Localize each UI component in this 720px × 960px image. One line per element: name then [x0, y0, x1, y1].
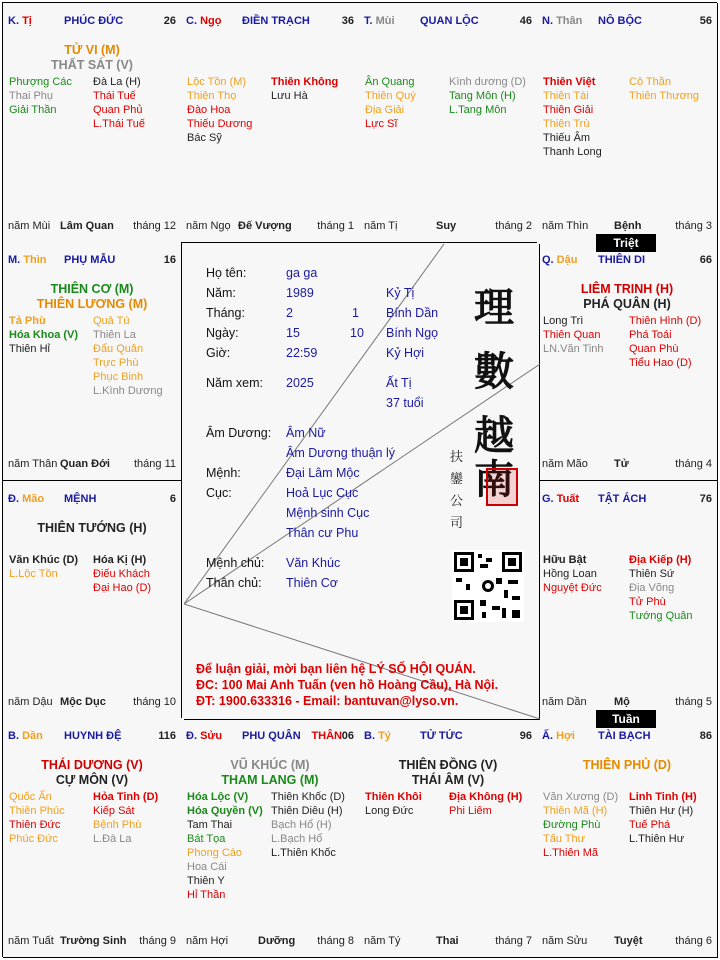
minor-star: Thiên Giải [543, 104, 594, 116]
month-label: Tháng: [206, 306, 245, 320]
minor-star: Hóa Kị (H) [93, 554, 147, 566]
palace-month: tháng 9 [139, 935, 176, 947]
palace-year: năm Ngọ [186, 220, 231, 232]
main-star: TỬ VI (M) [64, 43, 120, 57]
palace-footer [364, 220, 532, 234]
minor-star: Thanh Long [543, 146, 602, 158]
minor-star: Tiểu Hao (D) [629, 357, 692, 369]
main-stars [3, 758, 181, 788]
palace-position: Đ. Sửu [186, 730, 223, 742]
main-stars [3, 521, 181, 536]
palace-month: tháng 10 [133, 696, 176, 708]
menh-label: Mệnh: [206, 466, 241, 480]
view-year-can: Ất Tị [386, 376, 412, 390]
name-value: ga ga [286, 266, 318, 280]
palace-name: THIÊN DI [598, 254, 646, 266]
day-can: Bính Ngọ [386, 326, 439, 340]
palace-cell[interactable] [3, 718, 182, 958]
minor-star: Thiên Tài [543, 90, 589, 102]
palace-stage: Mộc Dục [60, 696, 106, 708]
palace-header [8, 15, 176, 29]
palace-footer [8, 696, 176, 710]
minor-stars-left [543, 314, 604, 356]
minor-star: Thiếu Dương [187, 118, 253, 130]
minor-star: LN.Văn Tinh [543, 343, 604, 355]
palace-age: 96 [519, 730, 532, 742]
minor-star: Thiên Khôi [365, 791, 422, 803]
minor-star: Hóa Khoa (V) [9, 329, 79, 341]
seal-char-2: 鑾 [450, 472, 464, 487]
palace-position: Đ. Mão [8, 493, 45, 505]
minor-star: Phục Binh [93, 371, 144, 383]
minor-star: L.Tang Môn [449, 104, 507, 116]
minor-star: Địa Giải [365, 104, 405, 116]
minor-star: Thiên Khốc (D) [271, 791, 345, 803]
menh-chu-value: Văn Khúc [286, 556, 341, 570]
minor-star: L.Bạch Hổ [271, 833, 323, 845]
minor-stars-right [93, 790, 158, 846]
palace-name: NÔ BỘC [598, 15, 642, 27]
year-value: 1989 [286, 286, 314, 300]
main-star: PHÁ QUÂN (H) [583, 297, 671, 311]
palace-year: năm Sửu [542, 935, 588, 947]
minor-stars-right [629, 75, 699, 103]
minor-star: Cô Thần [629, 76, 671, 88]
palace-position: N. Thân [542, 15, 583, 27]
main-star: THIÊN PHỦ (D) [582, 758, 672, 772]
palace-age: 56 [699, 15, 712, 27]
palace-age: 16 [163, 254, 176, 266]
minor-star: Bác Sỹ [187, 132, 222, 144]
than-chu-value: Thiên Cơ [286, 576, 338, 590]
palace-name: MỆNH [64, 493, 97, 505]
cuc-label: Cục: [206, 486, 232, 500]
minor-star: L.Thiên Khốc [271, 847, 336, 859]
palace-name: ĐIỀN TRẠCH [242, 15, 310, 27]
minor-star: Thiên Trù [543, 118, 590, 130]
minor-star: Đường Phù [543, 819, 601, 831]
palace-cell[interactable] [359, 718, 538, 958]
contact-address: ĐC: 100 Mai Anh Tuấn (ven hồ Hoàng Cầu), Hà Nội. [196, 678, 499, 692]
minor-stars-left [9, 314, 78, 356]
minor-star: Thiên Quý [365, 90, 416, 102]
minor-star: Phi Liêm [449, 805, 492, 817]
palace-position: B. Tý [364, 730, 391, 742]
minor-star: Phượng Các [9, 76, 72, 88]
palace-cell[interactable] [537, 242, 718, 481]
minor-stars-left [543, 75, 602, 159]
than-marker: THÂN [311, 730, 342, 742]
minor-star: L.Thiên Mã [543, 847, 599, 859]
palace-year: năm Mùi [8, 220, 51, 232]
minor-star: Thiên Hình (D) [629, 315, 702, 327]
palace-month: tháng 2 [495, 220, 532, 232]
palace-stage: Quan Đới [60, 458, 110, 470]
minor-star: L.Thiên Hư [629, 833, 685, 845]
minor-star: Linh Tinh (H) [629, 791, 697, 803]
minor-star: Thiên Diêu (H) [271, 805, 343, 817]
seal-char-4: 司 [450, 516, 464, 531]
minor-stars-left [365, 75, 416, 131]
menh-value: Đại Lâm Mộc [286, 466, 360, 480]
palace-stage: Tử [614, 458, 629, 470]
palace-cell[interactable] [3, 3, 182, 243]
palace-month: tháng 1 [317, 220, 354, 232]
palace-header [8, 493, 176, 507]
main-star: THIÊN CƠ (M) [50, 282, 134, 296]
minor-star: Hoa Cái [187, 861, 227, 873]
main-star: THÁI DƯƠNG (V) [41, 758, 143, 772]
palace-header [186, 730, 354, 744]
view-year-label: Năm xem: [206, 376, 263, 390]
minor-star: Đào Hoa [187, 104, 231, 116]
palace-footer [364, 935, 532, 949]
palace-name: TẬT ÁCH [598, 493, 647, 505]
seal-char-3: 公 [450, 494, 464, 509]
main-stars [3, 282, 181, 312]
minor-stars-right [629, 553, 693, 623]
palace-footer [542, 935, 712, 949]
palace-footer [542, 458, 712, 472]
palace-age: 86 [699, 730, 712, 742]
palace-cell[interactable] [359, 3, 538, 243]
minor-star: Tướng Quân [629, 610, 693, 622]
minor-stars-left [9, 553, 78, 581]
minor-star: Phá Toái [629, 329, 672, 341]
palace-name: PHỤ MẪU [64, 254, 116, 266]
palace-year: năm Hợi [186, 935, 229, 947]
minor-star: Thai Phụ [9, 90, 54, 102]
contact-line-1: Để luận giải, mời bạn liên hệ LÝ SỐ HỘI QUÁN. [196, 662, 476, 676]
palace-header [8, 254, 176, 268]
palace-age: 66 [699, 254, 712, 266]
palace-position: G. Tuất [542, 493, 580, 505]
minor-star: Thiên Quan [543, 329, 601, 341]
palace-footer [8, 935, 176, 949]
palace-cell[interactable] [3, 481, 182, 719]
center-info-panel [184, 244, 540, 720]
minor-star: Bạch Hổ (H) [271, 819, 332, 831]
minor-star: Thiên Việt [543, 76, 596, 88]
minor-star: Hóa Lộc (V) [187, 791, 249, 803]
day-lunar: 10 [350, 326, 364, 340]
palace-year: năm Mão [542, 458, 588, 470]
minor-star: Thiên Phúc [9, 805, 65, 817]
main-star: THAM LANG (M) [221, 773, 319, 787]
palace-year: năm Dậu [8, 696, 53, 708]
palace-footer [542, 220, 712, 234]
minor-stars-left [543, 553, 602, 595]
minor-stars-right [93, 553, 151, 595]
minor-star: Giải Thần [9, 104, 57, 116]
menh-chu-label: Mệnh chủ: [206, 556, 265, 570]
age-value: 37 tuổi [386, 396, 424, 410]
minor-stars-right [271, 75, 338, 103]
main-stars [537, 758, 717, 773]
palace-header [8, 730, 176, 744]
minor-star: Quan Phủ [93, 104, 143, 116]
minor-stars-left [9, 75, 72, 117]
tuan-badge: Tuần [596, 710, 656, 728]
main-star: LIÊM TRINH (H) [580, 282, 674, 296]
minor-star: Thiên Không [271, 76, 339, 88]
minor-star: Long Đức [365, 805, 414, 817]
minor-star: Trực Phù [93, 357, 139, 369]
minor-star: Lực Sĩ [365, 118, 398, 130]
palace-position: K. Tị [8, 15, 32, 27]
month-can: Bính Dần [386, 306, 439, 320]
palace-stage: Suy [436, 220, 457, 232]
day-value: 15 [286, 326, 300, 340]
palace-month: tháng 3 [675, 220, 712, 232]
palace-footer [8, 220, 176, 234]
palace-stage: Lâm Quan [60, 220, 114, 232]
main-star: THIÊN TƯỚNG (H) [37, 521, 147, 535]
palace-month: tháng 5 [675, 696, 712, 708]
minor-star: Địa Kiếp (H) [629, 554, 692, 566]
palace-position: Q. Dậu [542, 254, 578, 266]
minor-stars-right [629, 314, 701, 370]
palace-name: PHU QUÂN [242, 730, 301, 742]
minor-star: Thiếu Âm [543, 132, 591, 144]
minor-star: L.Kình Dương [93, 385, 163, 397]
palace-name: HUYNH ĐỆ [64, 730, 122, 742]
cuc-value: Hoả Lục Cục [286, 486, 359, 500]
palace-name: QUAN LỘC [420, 15, 479, 27]
month-lunar: 1 [352, 306, 359, 320]
minor-stars-right [93, 75, 145, 131]
minor-star: Văn Khúc (D) [9, 554, 79, 566]
palace-position: B. Dần [8, 730, 43, 742]
seal-char-1: 扶 [450, 450, 464, 465]
palace-month: tháng 8 [317, 935, 354, 947]
minor-star: Quả Tú [93, 315, 130, 327]
palace-age: 76 [699, 493, 712, 505]
triet-badge: Triệt [596, 234, 656, 252]
palace-age: 46 [519, 15, 532, 27]
palace-year: năm Tị [364, 220, 398, 232]
palace-age: 26 [163, 15, 176, 27]
main-stars [359, 758, 537, 788]
palace-month: tháng 4 [675, 458, 712, 470]
minor-star: Quan Phù [629, 343, 679, 355]
palace-year: năm Tuất [8, 935, 54, 947]
palace-month: tháng 7 [495, 935, 532, 947]
palace-month: tháng 12 [133, 220, 176, 232]
palace-header [542, 493, 712, 507]
palace-footer [186, 935, 354, 949]
main-stars [3, 43, 181, 73]
minor-star: Địa Võng [629, 582, 675, 594]
palace-cell[interactable] [537, 3, 718, 243]
minor-stars-right [449, 790, 522, 818]
minor-star: Long Trì [543, 315, 584, 327]
palace-header [364, 15, 532, 29]
minor-star: Hồng Loan [543, 568, 597, 580]
palace-name: PHÚC ĐỨC [64, 15, 124, 27]
palace-year: năm Tý [364, 935, 401, 947]
minor-star: Hữu Bật [543, 554, 587, 566]
palace-stage: Mộ [614, 696, 630, 708]
minor-star: Văn Xương (D) [543, 791, 619, 803]
minor-star: Lưu Hà [271, 90, 308, 102]
year-can: Kỷ Tị [386, 286, 415, 300]
minor-star: Thiên Đức [9, 819, 61, 831]
main-star: THIÊN LƯƠNG (M) [36, 297, 148, 311]
palace-age: 6 [169, 493, 176, 505]
palace-header [364, 730, 532, 744]
minor-star: Quốc Ấn [9, 791, 52, 803]
palace-year: năm Dần [542, 696, 587, 708]
minor-star: Tả Phù [9, 315, 46, 327]
minor-star: Địa Không (H) [449, 791, 523, 803]
palace-age: 06 [341, 730, 354, 742]
minor-star: Thiên Thọ [187, 90, 237, 102]
than-chu-label: Thân chủ: [206, 576, 262, 590]
palace-age: 36 [341, 15, 354, 27]
minor-star: Kình dương (D) [449, 76, 526, 88]
minor-star: Thiên Hư (H) [629, 805, 694, 817]
day-label: Ngày: [206, 326, 239, 340]
palace-stage: Thai [436, 935, 459, 947]
palace-stage: Tuyệt [614, 935, 643, 947]
minor-stars-left [543, 790, 618, 860]
palace-position: T. Mùi [364, 15, 395, 27]
cuc-note: Mệnh sinh Cục [286, 506, 370, 520]
minor-star: Phúc Đức [9, 833, 58, 845]
palace-footer [186, 220, 354, 234]
minor-star: Thiên Mã (H) [543, 805, 608, 817]
palace-header [542, 730, 712, 744]
minor-star: Ân Quang [365, 76, 415, 88]
minor-star: Hóa Quyền (V) [187, 805, 263, 817]
amduong-note: Âm Dương thuận lý [286, 446, 395, 460]
minor-stars-left [9, 790, 65, 846]
tuvi-chart [2, 2, 717, 957]
qr-code[interactable] [452, 550, 524, 622]
minor-star: Thiên La [93, 329, 136, 341]
palace-age: 116 [158, 730, 176, 742]
palace-stage: Bệnh [614, 220, 642, 232]
minor-star: Điếu Khách [93, 568, 150, 580]
main-stars [181, 758, 359, 788]
amduong-value: Âm Nữ [286, 426, 326, 440]
main-stars [537, 282, 717, 312]
palace-name: TỬ TỨC [420, 730, 463, 742]
minor-stars-right [271, 790, 345, 860]
main-star: VŨ KHÚC (M) [230, 758, 310, 772]
minor-star: Thiên Hỉ [9, 343, 50, 355]
minor-star: Bệnh Phù [93, 819, 142, 831]
palace-footer [8, 458, 176, 472]
palace-cell[interactable] [537, 718, 718, 958]
palace-stage: Dưỡng [258, 935, 296, 947]
contact-phone-email[interactable]: ĐT: 1900.633316 - Email: bantuvan@lyso.vn. [196, 694, 459, 708]
palace-cell[interactable] [537, 481, 718, 719]
minor-star: Đại Hao (D) [93, 582, 152, 594]
hour-value: 22:59 [286, 346, 318, 360]
minor-stars-left [365, 790, 422, 818]
palace-year: năm Thìn [542, 220, 589, 232]
minor-star: L.Thái Tuế [93, 118, 145, 130]
main-star: THẤT SÁT (V) [51, 58, 133, 72]
minor-star: Bát Tọa [187, 833, 226, 845]
calligraphy-char-1: 理 [474, 284, 514, 331]
palace-header [542, 15, 712, 29]
palace-cell[interactable] [181, 718, 360, 958]
calligraphy-char-2: 數 [474, 348, 514, 395]
palace-year: năm Thân [8, 458, 58, 470]
month-value: 2 [286, 306, 293, 320]
main-star: THÁI ÂM (V) [411, 773, 485, 787]
minor-star: Đẩu Quân [93, 343, 144, 355]
view-year-value: 2025 [286, 376, 314, 390]
minor-stars-right [449, 75, 526, 117]
palace-position: M. Thìn [8, 254, 47, 266]
palace-cell[interactable] [3, 242, 182, 481]
minor-stars-right [93, 314, 163, 398]
minor-stars-right [629, 790, 697, 846]
minor-star: Thiên Thương [629, 90, 700, 102]
minor-star: Hỏa Tinh (D) [93, 791, 159, 803]
minor-star: Hỉ Thần [187, 889, 226, 901]
minor-stars-left [187, 790, 263, 902]
minor-stars-left [187, 75, 252, 145]
minor-star: Tuế Phá [629, 819, 671, 831]
palace-stage: Trường Sinh [60, 935, 127, 947]
amduong-label: Âm Dương: [206, 426, 272, 440]
minor-star: Thiên Y [187, 875, 225, 887]
calligraphy-char-4: 南 [474, 456, 514, 503]
palace-position: C. Ngọ [186, 15, 222, 27]
minor-star: L.Đà La [93, 833, 132, 845]
year-label: Năm: [206, 286, 236, 300]
minor-star: Tam Thai [187, 819, 233, 831]
minor-star: Tang Môn (H) [449, 90, 516, 102]
hour-label: Giờ: [206, 346, 231, 360]
palace-name: TÀI BẠCH [598, 730, 651, 742]
palace-cell[interactable] [181, 3, 360, 243]
minor-star: Thiên Sứ [629, 568, 675, 580]
minor-star: Thái Tuế [93, 90, 136, 102]
palace-position: Ấ. Hợi [542, 730, 575, 742]
than-cu: Thân cư Phu [286, 526, 359, 540]
palace-header [542, 254, 712, 268]
minor-star: Lộc Tồn (M) [187, 76, 247, 88]
main-star: THIÊN ĐỒNG (V) [398, 758, 498, 772]
name-label: Họ tên: [206, 266, 247, 280]
hour-can: Kỷ Hợi [386, 346, 425, 360]
minor-star: Tấu Thư [543, 833, 586, 845]
palace-footer [542, 696, 712, 710]
palace-month: tháng 11 [133, 458, 176, 470]
minor-star: Phong Cáo [187, 847, 243, 859]
calligraphy-char-3: 越 [474, 412, 514, 459]
palace-header [186, 15, 354, 29]
palace-month: tháng 6 [675, 935, 712, 947]
minor-star: Đà La (H) [93, 76, 141, 88]
red-seal-stamp [486, 468, 518, 506]
minor-star: L.Lộc Tồn [9, 568, 58, 580]
palace-stage: Đế Vượng [238, 220, 292, 232]
minor-star: Nguyệt Đức [543, 582, 602, 594]
main-star: CỰ MÔN (V) [55, 773, 129, 787]
minor-star: Tử Phù [629, 596, 666, 608]
minor-star: Kiếp Sát [93, 805, 135, 817]
